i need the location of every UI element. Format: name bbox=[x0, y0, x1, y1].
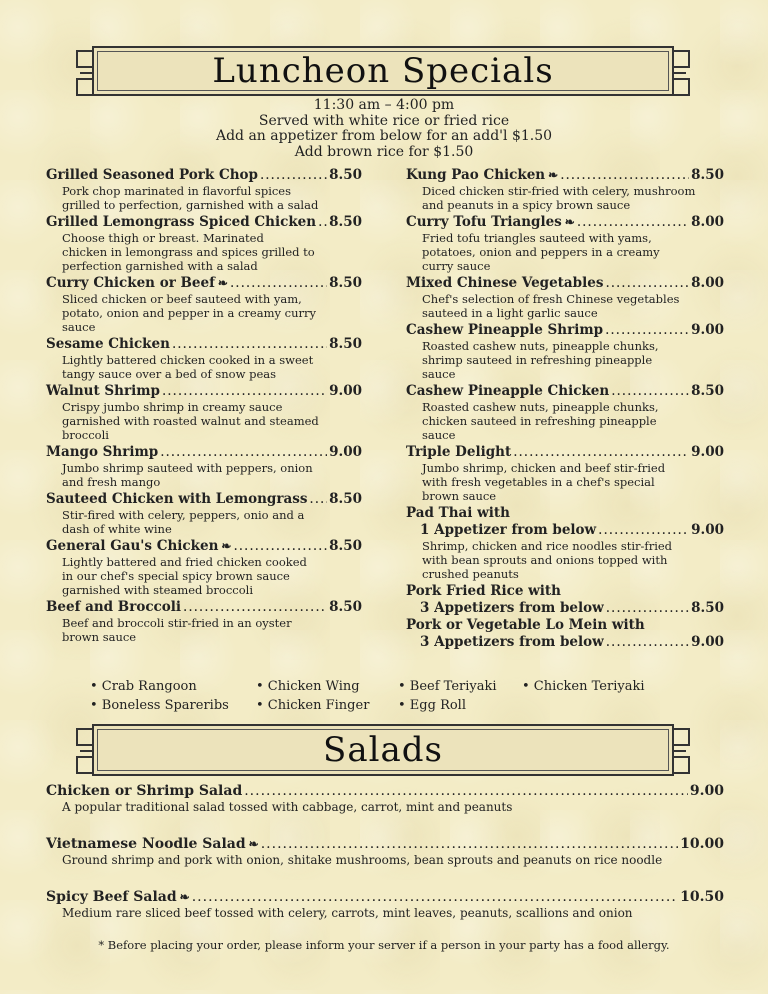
item-price: 8.00 bbox=[691, 214, 724, 230]
brown-rice-note: Add brown rice for $1.50 bbox=[294, 143, 474, 160]
item-name: Chicken or Shrimp Salad bbox=[46, 783, 243, 799]
item-name: Walnut Shrimp bbox=[46, 383, 160, 399]
item-price: 9.00 bbox=[691, 444, 724, 460]
item-name: Pork Fried Rice with bbox=[406, 583, 561, 599]
menu-item bbox=[406, 444, 724, 503]
item-price: 9.00 bbox=[329, 383, 362, 399]
spicy-icon: ❧ bbox=[221, 539, 232, 553]
appetizer-item: • Chicken Teriyaki bbox=[522, 679, 645, 694]
menu-item bbox=[46, 383, 362, 442]
menu-item bbox=[406, 322, 724, 381]
salad-item bbox=[46, 888, 724, 922]
menu-item bbox=[406, 505, 724, 581]
item-description: Fried tofu triangles sauteed with yams, potatoes, onion and peppers in a creamy curry sauce bbox=[422, 231, 660, 273]
appetizer-list bbox=[90, 677, 645, 715]
luncheon-title: Luncheon Specials bbox=[212, 51, 554, 91]
item-name: Vietnamese Noodle Salad bbox=[46, 836, 246, 852]
menu-item bbox=[406, 167, 724, 212]
item-description: Jumbo shrimp sauteed with peppers, onion and fresh mango bbox=[62, 461, 313, 489]
item-price: 9.00 bbox=[691, 634, 724, 650]
item-name: Curry Chicken or Beef bbox=[46, 275, 215, 291]
menu-item bbox=[46, 491, 362, 536]
item-description: Roasted cashew nuts, pineapple chunks, shrimp sauteed in refreshing pineapple sauce bbox=[422, 339, 659, 381]
item-subtitle: 1 Appetizer from below bbox=[420, 522, 597, 538]
item-price: 9.00 bbox=[689, 783, 724, 799]
item-price: 8.50 bbox=[329, 275, 362, 291]
appetizer-item: • Boneless Spareribs bbox=[90, 698, 229, 713]
left-menu-column bbox=[46, 167, 362, 646]
spicy-icon: ❧ bbox=[179, 890, 190, 904]
item-price: 8.50 bbox=[691, 600, 724, 616]
item-name: Spicy Beef Salad bbox=[46, 889, 177, 905]
menu-item bbox=[46, 444, 362, 489]
item-description: Stir-fired with celery, peppers, onio and a dash of white wine bbox=[62, 508, 305, 536]
menu-item bbox=[406, 583, 724, 617]
item-description: Crispy jumbo shrimp in creamy sauce garnished with roasted walnut and steamed broccoli bbox=[62, 400, 319, 442]
appetizer-item: • Chicken Wing bbox=[256, 679, 360, 694]
menu-item bbox=[406, 214, 724, 273]
item-description: Chef's selection of fresh Chinese vegetables sauteed in a light garlic sauce bbox=[422, 292, 680, 320]
menu-item bbox=[46, 275, 362, 334]
rice-note: Served with white rice or fried rice bbox=[258, 112, 510, 129]
item-name: Cashew Pineapple Shrimp bbox=[406, 322, 604, 338]
item-name: Curry Tofu Triangles bbox=[406, 214, 562, 230]
hours: 11:30 am – 4:00 pm bbox=[313, 97, 455, 113]
item-subtitle: 3 Appetizers from below bbox=[420, 634, 604, 650]
menu-item bbox=[46, 599, 362, 644]
spicy-icon: ❧ bbox=[548, 168, 559, 182]
appetizer-item: • Crab Rangoon bbox=[90, 679, 197, 694]
spicy-icon: ❧ bbox=[248, 837, 259, 851]
item-price: 8.50 bbox=[329, 214, 362, 230]
menu-item bbox=[46, 167, 362, 212]
menu-item bbox=[46, 214, 362, 273]
item-name: Grilled Lemongrass Spiced Chicken bbox=[46, 214, 317, 230]
item-name: Pork or Vegetable Lo Mein with bbox=[406, 617, 645, 633]
item-name: General Gau's Chicken bbox=[46, 538, 219, 554]
menu-item bbox=[406, 275, 724, 320]
right-menu-column bbox=[406, 167, 724, 651]
item-description: Choose thigh or breast. Marinated chicken in lemongrass and spices grilled to perfection garnished with a salad bbox=[62, 231, 315, 273]
item-description: Lightly battered and fried chicken cooked in our chef's special spicy brown sauce garnished with steamed broccoli bbox=[62, 555, 307, 597]
item-name: Sesame Chicken bbox=[46, 336, 170, 352]
item-name: Sauteed Chicken with Lemongrass bbox=[46, 491, 308, 507]
item-description: Sliced chicken or beef sauteed with yam, potato, onion and pepper in a creamy curry sauce bbox=[62, 292, 316, 334]
item-description: Jumbo shrimp, chicken and beef stir-fried with fresh vegetables in a chef's special brown sauce bbox=[422, 461, 666, 503]
item-name: Kung Pao Chicken bbox=[406, 167, 546, 183]
spicy-icon: ❧ bbox=[564, 215, 575, 229]
item-price: 9.00 bbox=[691, 522, 724, 538]
item-name: Mixed Chinese Vegetables bbox=[406, 275, 604, 291]
item-price: 10.50 bbox=[680, 889, 724, 905]
menu-item bbox=[406, 617, 724, 651]
item-price: 8.00 bbox=[691, 275, 724, 291]
spicy-icon: ❧ bbox=[217, 276, 228, 290]
item-description: Lightly battered chicken cooked in a sweet tangy sauce over a bed of snow peas bbox=[62, 353, 314, 381]
luncheon-banner bbox=[92, 46, 674, 96]
salads-title: Salads bbox=[323, 730, 443, 770]
appetizer-note: Add an appetizer from below for an add'l $1.50 bbox=[215, 128, 553, 144]
item-price: 8.50 bbox=[329, 336, 362, 352]
item-price: 8.50 bbox=[691, 167, 724, 183]
item-name: Pad Thai with bbox=[406, 505, 510, 521]
item-description: Ground shrimp and pork with onion, shitake mushrooms, bean sprouts and peanuts on rice noodle bbox=[62, 853, 663, 867]
item-description: Beef and broccoli stir-fried in an oyster brown sauce bbox=[62, 616, 292, 644]
item-price: 8.50 bbox=[329, 599, 362, 615]
item-description: Roasted cashew nuts, pineapple chunks, chicken sauteed in refreshing pineapple sauce bbox=[422, 400, 659, 442]
item-name: Grilled Seasoned Pork Chop bbox=[46, 167, 258, 183]
menu-item bbox=[406, 383, 724, 442]
item-description: Pork chop marinated in flavorful spices grilled to perfection, garnished with a salad bbox=[62, 184, 319, 212]
salad-item bbox=[46, 782, 724, 816]
luncheon-intro bbox=[0, 98, 768, 160]
item-price: 10.00 bbox=[680, 836, 724, 852]
item-price: 8.50 bbox=[329, 167, 362, 183]
item-description: Medium rare sliced beef tossed with celery, carrots, mint leaves, peanuts, scallions and onion bbox=[62, 906, 633, 920]
appetizer-item: • Beef Teriyaki bbox=[398, 679, 497, 694]
item-name: Cashew Pineapple Chicken bbox=[406, 383, 610, 399]
item-name: Mango Shrimp bbox=[46, 444, 159, 460]
item-name: Beef and Broccoli bbox=[46, 599, 182, 615]
item-price: 9.00 bbox=[329, 444, 362, 460]
item-description: A popular traditional salad tossed with cabbage, carrot, mint and peanuts bbox=[62, 800, 513, 814]
item-price: 8.50 bbox=[691, 383, 724, 399]
item-price: 8.50 bbox=[329, 538, 362, 554]
appetizer-item: • Chicken Finger bbox=[256, 698, 370, 713]
menu-item bbox=[46, 538, 362, 597]
salads-banner bbox=[92, 724, 674, 776]
item-description: Shrimp, chicken and rice noodles stir-fried with bean sprouts and onions topped with crushed peanuts bbox=[422, 539, 673, 581]
item-name: Triple Delight bbox=[406, 444, 512, 460]
item-price: 8.50 bbox=[329, 491, 362, 507]
allergy-note: * Before placing your order, please inform your server if a person in your party has a food allergy. bbox=[98, 938, 670, 952]
appetizer-item: • Egg Roll bbox=[398, 698, 466, 713]
item-description: Diced chicken stir-fried with celery, mushroom and peanuts in a spicy brown sauce bbox=[422, 184, 696, 212]
item-price: 9.00 bbox=[691, 322, 724, 338]
menu-item bbox=[46, 336, 362, 381]
salad-item bbox=[46, 835, 724, 869]
item-subtitle: 3 Appetizers from below bbox=[420, 600, 604, 616]
